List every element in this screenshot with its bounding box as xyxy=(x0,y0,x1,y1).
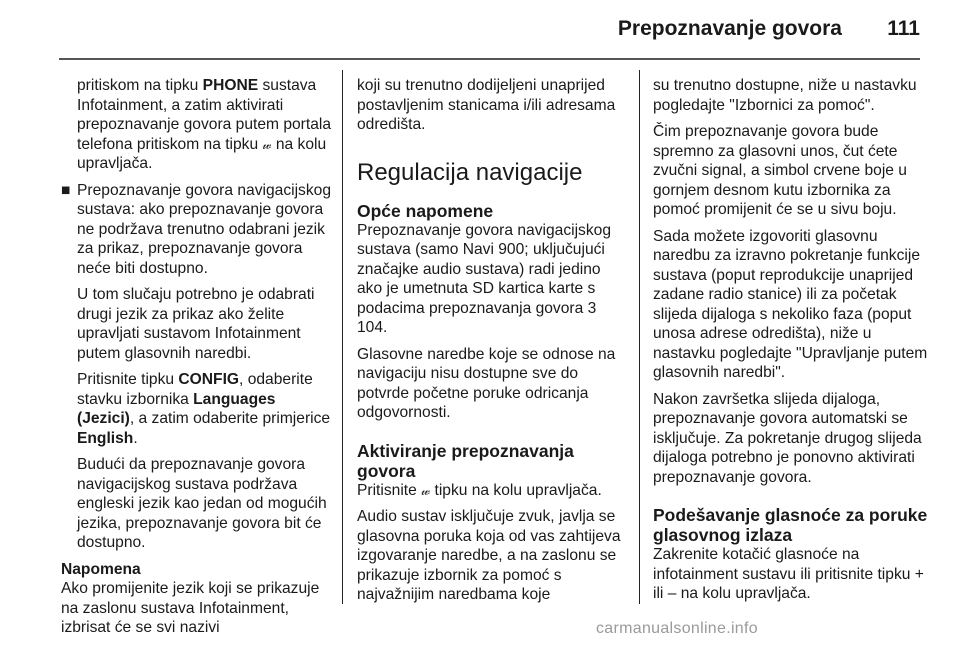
text: tipku na kolu upravljača. xyxy=(430,481,602,499)
bullet-item xyxy=(61,181,333,279)
text: Pritisnite tipku xyxy=(77,371,179,388)
english-option-label: English xyxy=(77,429,134,447)
subsection-heading: Opće napomene xyxy=(357,200,494,221)
paragraph: Nakon završetka slijeda dijaloga, prepoznavanje govora automatski se isključuje. Za pokretanje drugog slijeda dijaloga potrebno je ponovno aktivirati prepoznavanje govora. xyxy=(653,390,922,486)
voice-control-icon: 𝓌 xyxy=(421,482,431,498)
text: na kolu upravljača. xyxy=(77,135,327,172)
text: , a zatim odaberite primjerice xyxy=(129,410,331,427)
paragraph-press xyxy=(357,481,629,501)
text: pritiskom na tipku xyxy=(77,77,203,94)
text: Prepoznavanje govora navigacijskog sustava (samo Navi 900; uključujući značajke audio sustava) radi jedino ako je umetnuta SD kartica karte s podacima prepoznavanja govora xyxy=(357,221,611,317)
paragraph: Zakrenite kotačić glasnoće na infotainment sustavu ili pritisnite tipku + ili – na kolu upravljača. xyxy=(653,546,924,602)
paragraph: Čim prepoznavanje govora bude spremno za glasovni unos, čut ćete zvučni signal, a simbol crvene boje u gornjem desnom kutu izbornika za pomoć promijenit će se u sivu boju. xyxy=(653,123,907,218)
text: Pritisnite xyxy=(357,481,422,499)
page-number: 111 xyxy=(887,17,920,40)
column-divider-1 xyxy=(342,70,343,604)
text: . xyxy=(133,429,138,447)
page-reference-arrow-icon: 3 xyxy=(587,299,597,317)
note-text: Ako promijenite jezik koji se prikazuje na zaslonu sustava Infotainment, izbrisat će se svi nazivi xyxy=(61,580,320,636)
phone-key-label: PHONE xyxy=(202,77,259,94)
text: sustava Infotainment, a zatim aktivirati prepoznavanje govora putem portala telefona pritiskom na tipku xyxy=(77,77,331,153)
paragraph: Budući da prepoznavanje govora navigacijskog sustava podržava engleski jezik kao jedan od mogućih jezika, prepoznavanje govora bit će dostupno. xyxy=(77,456,327,551)
column-2 xyxy=(357,76,629,612)
subsection-heading: Aktiviranje prepoznavanja govora xyxy=(357,440,574,481)
config-key-label: CONFIG xyxy=(178,371,240,388)
bullet-square-icon: ■ xyxy=(61,181,71,199)
column-divider-2 xyxy=(639,70,640,604)
page-title: Prepoznavanje govora xyxy=(617,17,842,40)
page-header xyxy=(0,0,960,60)
paragraph-config xyxy=(61,370,333,448)
paragraph-phone xyxy=(61,76,333,174)
paragraph: U tom slučaju potrebno je odabrati drugi jezik za prikaz ako želite upravljati sustavom Infotainment putem glasovnih naredbi. xyxy=(77,286,315,362)
note-title: Napomena xyxy=(61,560,141,578)
section-heading: Regulacija navigacije xyxy=(357,158,583,186)
paragraph: Audio sustav isključuje zvuk, javlja se glasovna poruka koja od vas zahtijeva izgovaranje naredbe, a na zaslonu se prikazuje izbornik za pomoć s najvažnijim naredbama koje xyxy=(357,508,621,603)
subsection-heading: Podešavanje glasnoće za poruke glasovnog izlaza xyxy=(653,505,928,545)
bullet-text: Prepoznavanje govora navigacijskog sustava: ako prepoznavanje govora ne podržava trenutno odabrani jezik za prikaz, prepoznavanje govora neće biti dostupno. xyxy=(77,181,331,277)
header-rule xyxy=(59,58,920,60)
paragraph: koji su trenutno dodijeljeni unaprijed postavljenim stanicama i/ili adresama odredišta. xyxy=(357,77,616,133)
text: 104. xyxy=(357,319,388,336)
paragraph: Sada možete izgovoriti glasovnu naredbu za izravno pokretanje funkcije sustava (poput reprodukcije unaprijed zadane radio stanice) ili za početak slijeda dijaloga s nekoliko faza (poput unosa adrese odredišta), niže u nastavku pogledajte "Upravljanje putem glasovnih naredbi". xyxy=(653,227,928,381)
paragraph-sd-card xyxy=(357,221,629,338)
column-1 xyxy=(61,76,333,645)
paragraph: su trenutno dostupne, niže u nastavku pogledajte "Izbornici za pomoć". xyxy=(653,77,917,114)
text: , odaberite stavku izbornika xyxy=(77,371,313,408)
paragraph: Glasovne naredbe koje se odnose na navigaciju nisu dostupne sve do potvrde početne poruke odricanja odgovornosti. xyxy=(357,345,616,421)
column-3 xyxy=(653,76,928,611)
languages-menu-label: Languages (Jezici) xyxy=(77,390,276,427)
voice-control-icon: 𝓌 xyxy=(262,136,272,152)
watermark: carmanualsonline.info xyxy=(596,620,758,637)
